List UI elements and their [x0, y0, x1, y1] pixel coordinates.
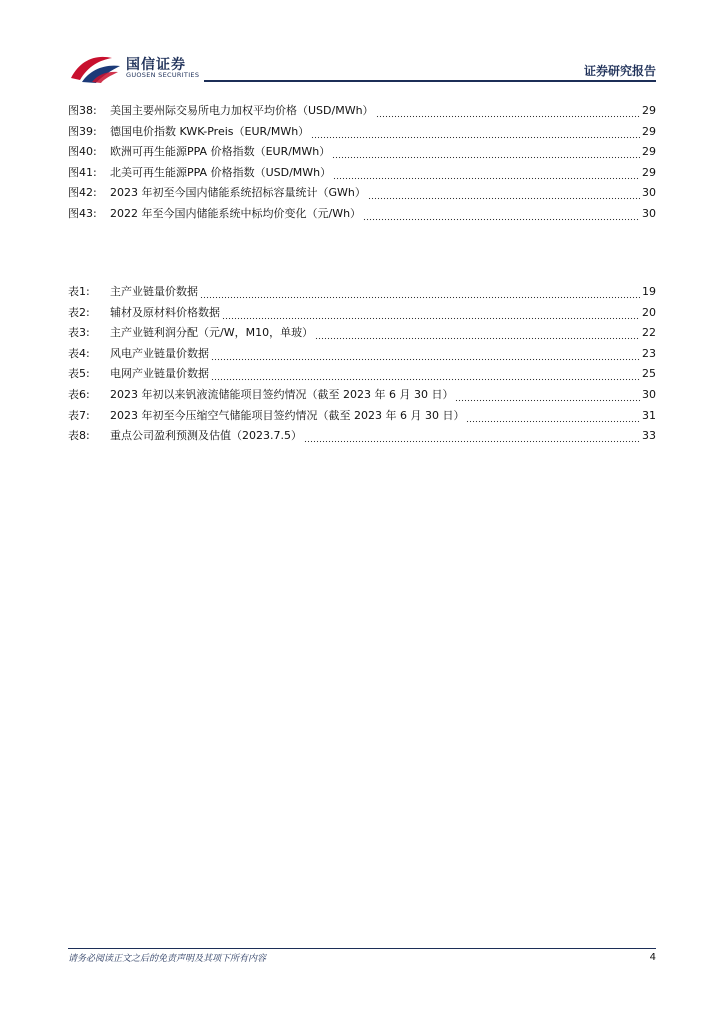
header-divider — [204, 80, 656, 82]
figure-page: 29 — [642, 104, 656, 117]
figure-entry[interactable] — [68, 122, 656, 143]
figure-entry[interactable] — [68, 101, 656, 122]
table-page: 33 — [642, 429, 656, 443]
figure-title: 美国主要州际交易所电力加权平均价格（USD/MWh） — [110, 104, 374, 117]
figure-page: 29 — [642, 124, 656, 138]
disclaimer-note: 请务必阅读正文之后的免责声明及其项下所有内容 — [68, 954, 267, 964]
guosen-logo — [68, 52, 208, 84]
figure-title: 2023 年初至今国内储能系统招标容量统计（GWh） — [110, 186, 366, 200]
figure-page: 29 — [642, 145, 656, 159]
table-page: 25 — [642, 367, 656, 381]
figure-page: 30 — [642, 206, 656, 220]
table-label: 表1: — [68, 285, 90, 298]
dot-leader — [315, 323, 640, 344]
table-entry[interactable] — [68, 406, 656, 427]
dot-leader — [200, 282, 640, 303]
dot-leader — [311, 122, 640, 143]
table-entry[interactable] — [68, 323, 656, 344]
table-label: 表4: — [68, 346, 90, 360]
figure-entry[interactable] — [68, 183, 656, 204]
figure-title: 欧洲可再生能源PPA 价格指数（EUR/MWh） — [110, 145, 331, 159]
figure-index — [68, 101, 656, 225]
dot-leader — [455, 385, 640, 406]
figure-title: 2022 年至今国内储能系统中标均价变化（元/Wh） — [110, 206, 362, 220]
table-label: 表2: — [68, 305, 90, 319]
dot-leader — [333, 163, 640, 184]
dot-leader — [363, 204, 640, 225]
figure-label: 图39: — [68, 124, 97, 138]
table-title: 重点公司盈利预测及估值（2023.7.5） — [110, 429, 302, 443]
dot-leader — [376, 101, 640, 122]
page-header — [68, 48, 656, 84]
table-entry[interactable] — [68, 282, 656, 303]
figure-label: 图41: — [68, 165, 97, 179]
table-label: 表8: — [68, 429, 90, 443]
figure-page: 30 — [642, 186, 656, 200]
figure-label: 图38: — [68, 104, 97, 117]
figure-title: 德国电价指数 KWK-Preis（EUR/MWh） — [110, 124, 310, 138]
figure-label: 图42: — [68, 186, 97, 200]
table-title: 主产业链量价数据 — [110, 285, 198, 298]
footer-divider — [68, 948, 656, 949]
figure-entry[interactable] — [68, 204, 656, 225]
table-title: 主产业链利润分配（元/W，M10，单玻） — [110, 326, 314, 340]
table-page: 22 — [642, 326, 656, 340]
figure-entry[interactable] — [68, 163, 656, 184]
table-page: 23 — [642, 346, 656, 360]
table-page: 19 — [642, 285, 656, 298]
logo-english-text: GUOSEN SECURITIES — [126, 71, 200, 79]
table-title: 风电产业链量价数据 — [110, 346, 209, 360]
dot-leader — [211, 364, 640, 385]
table-title: 2023 年初以来钒液流储能项目签约情况（截至 2023 年 6 月 30 日） — [110, 387, 454, 401]
table-entry[interactable] — [68, 344, 656, 365]
table-entry[interactable] — [68, 303, 656, 324]
dot-leader — [304, 426, 640, 447]
table-label: 表3: — [68, 326, 90, 340]
figure-label: 图43: — [68, 206, 97, 220]
table-label: 表6: — [68, 387, 90, 401]
figure-title: 北美可再生能源PPA 价格指数（USD/MWh） — [110, 165, 332, 179]
table-label: 表5: — [68, 367, 90, 381]
dot-leader — [466, 406, 640, 427]
table-entry[interactable] — [68, 364, 656, 385]
figure-entry[interactable] — [68, 142, 656, 163]
table-index — [68, 282, 656, 447]
dot-leader — [211, 344, 640, 365]
logo-chinese-text: 国信证券 — [126, 57, 186, 73]
dot-leader — [368, 183, 640, 204]
table-label: 表7: — [68, 408, 90, 422]
guosen-logo-icon — [68, 52, 122, 84]
table-title: 辅材及原材料价格数据 — [110, 305, 220, 319]
page-number: 4 — [649, 952, 656, 963]
table-entry[interactable] — [68, 385, 656, 406]
table-entry[interactable] — [68, 426, 656, 447]
report-type-title: 证券研究报告 — [583, 64, 656, 78]
table-page: 20 — [642, 305, 656, 319]
table-page: 31 — [642, 408, 656, 422]
dot-leader — [332, 142, 640, 163]
figure-page: 29 — [642, 165, 656, 179]
table-title: 电网产业链量价数据 — [110, 367, 209, 381]
figure-label: 图40: — [68, 145, 97, 159]
table-title: 2023 年初至今压缩空气储能项目签约情况（截至 2023 年 6 月 30 日） — [110, 408, 465, 422]
dot-leader — [222, 303, 640, 324]
table-page: 30 — [642, 387, 656, 401]
